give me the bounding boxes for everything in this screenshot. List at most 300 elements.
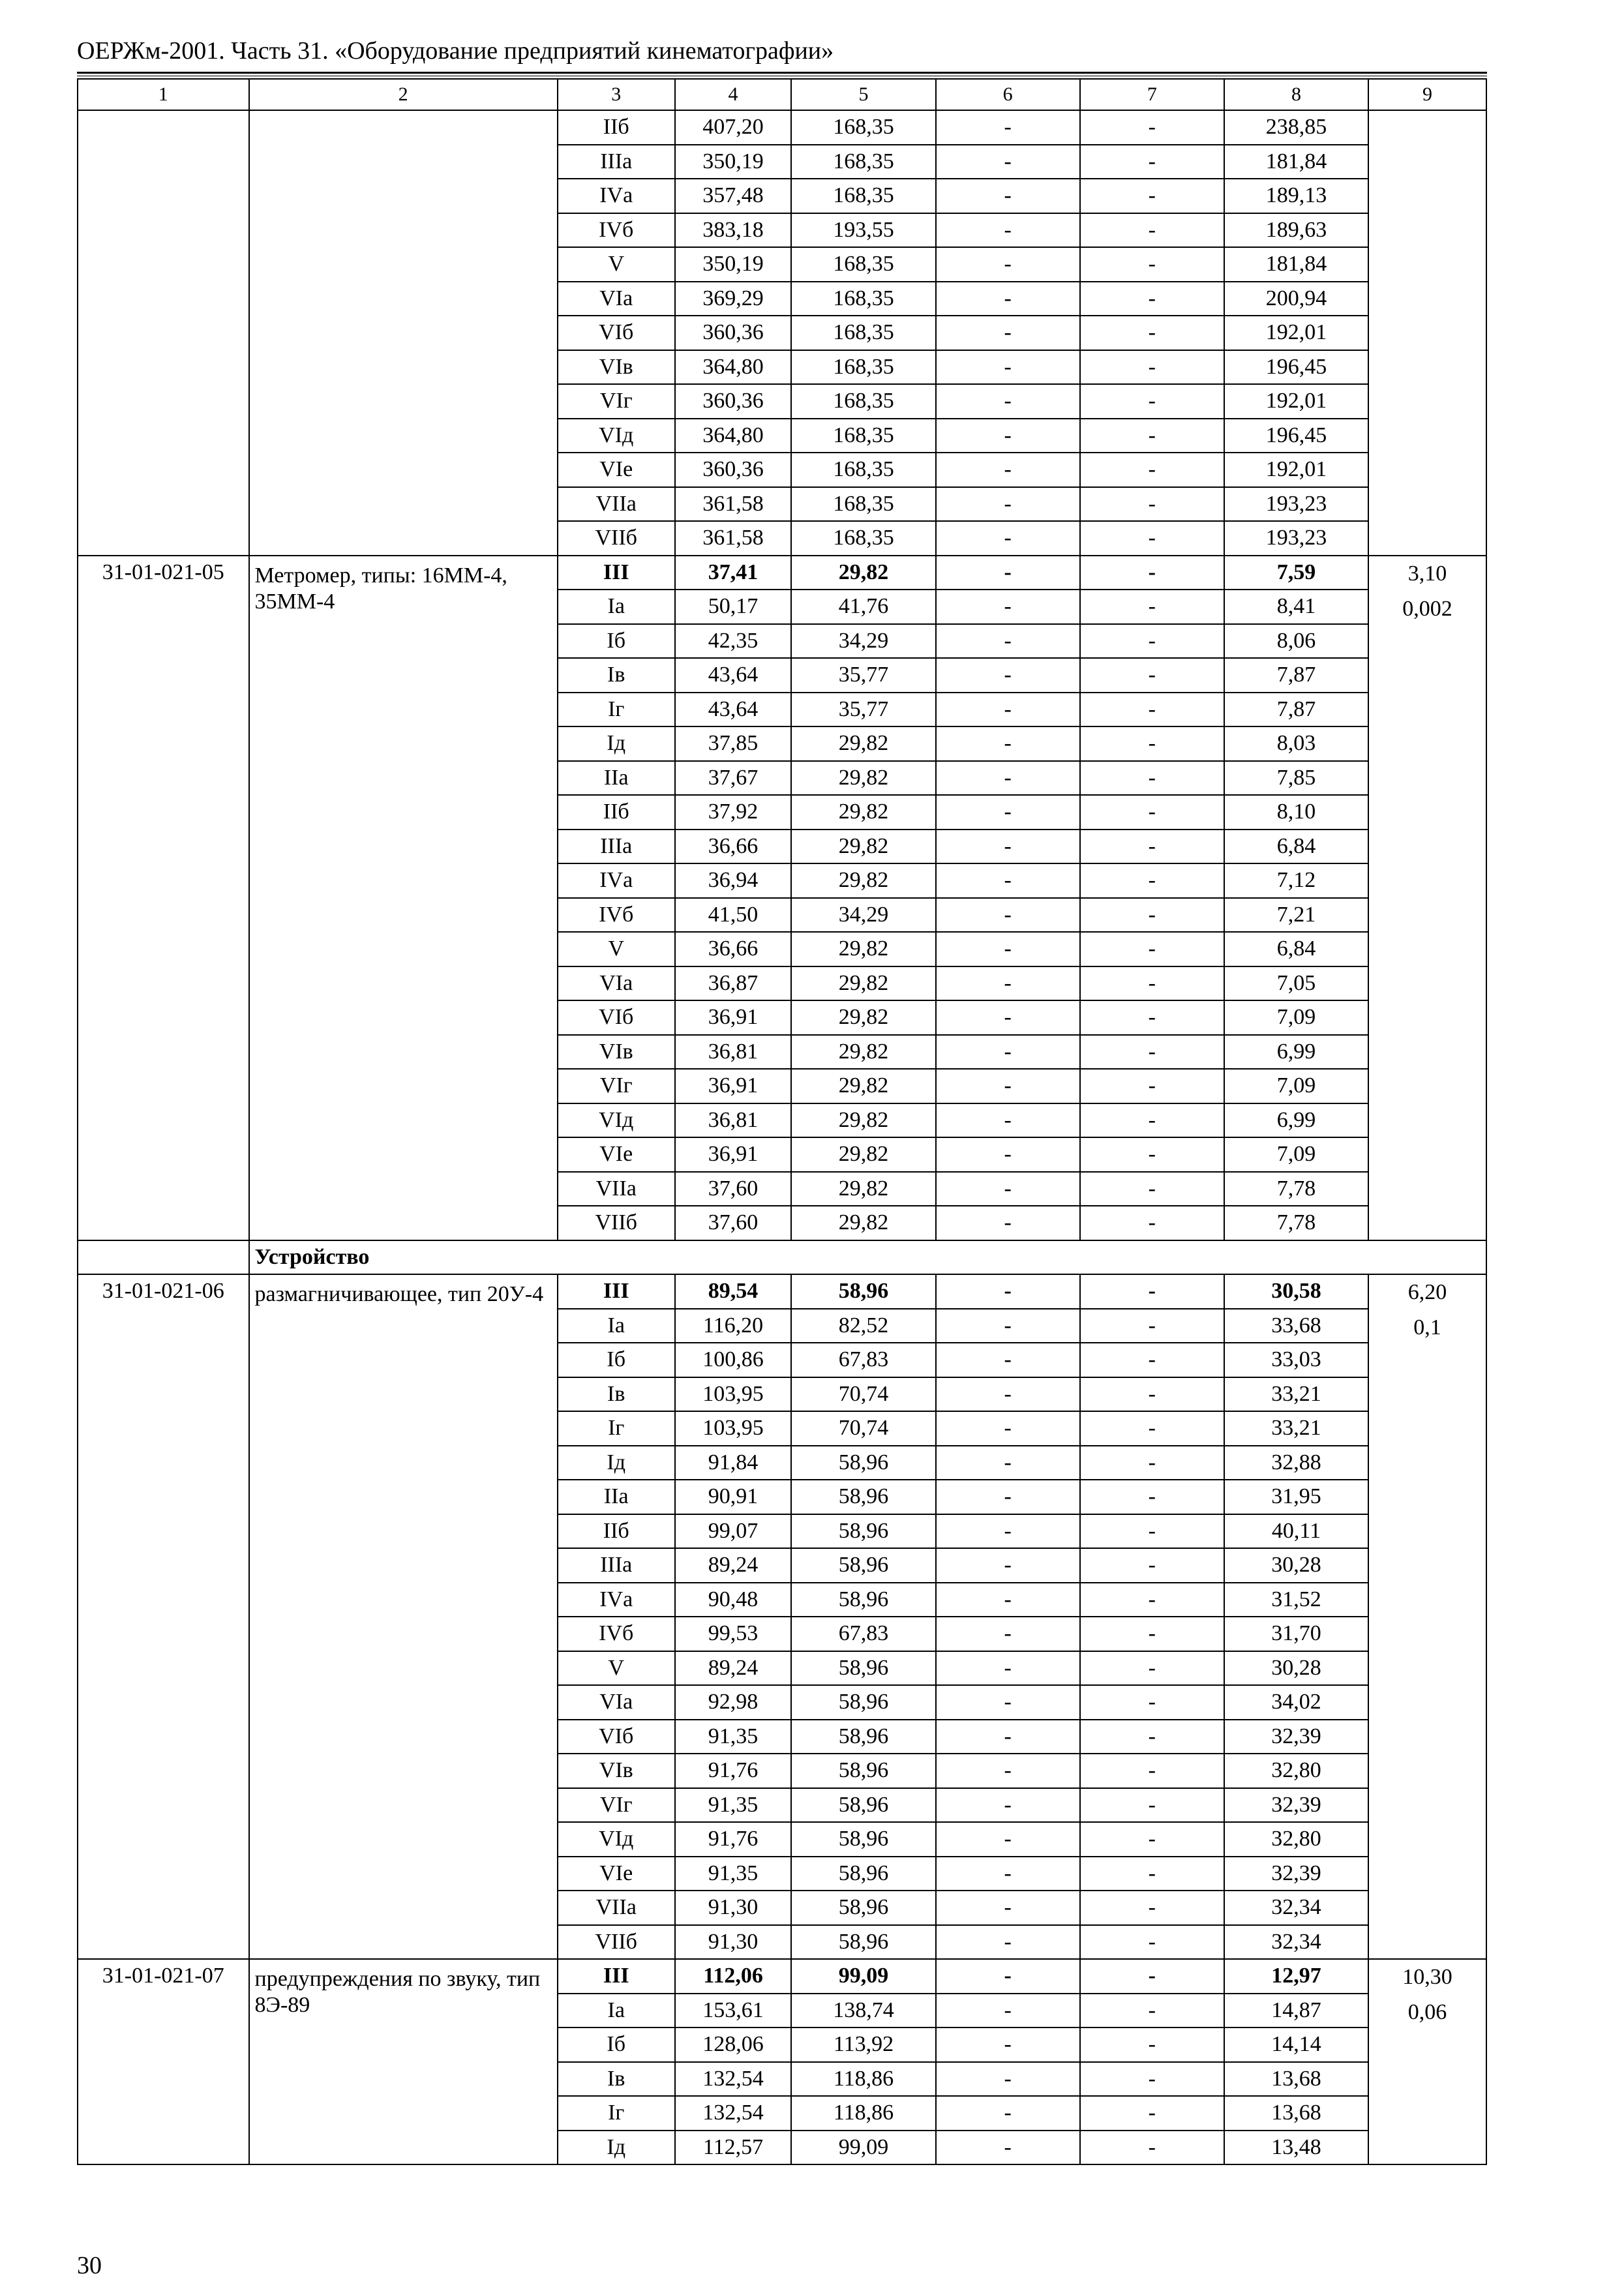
- value-cell: 168,35: [791, 316, 935, 350]
- value-cell: -: [1080, 2131, 1224, 2165]
- value-cell: 7,09: [1224, 1137, 1368, 1172]
- value-cell: -: [1080, 795, 1224, 830]
- value-cell: 361,58: [675, 521, 792, 556]
- value-cell: 32,39: [1224, 1720, 1368, 1754]
- value-cell: 35,77: [791, 658, 935, 693]
- value-cell: -: [1080, 453, 1224, 487]
- value-cell: 33,21: [1224, 1411, 1368, 1446]
- value-cell: -: [936, 1103, 1080, 1138]
- value-cell: 36,91: [675, 1069, 792, 1103]
- value-cell: -: [936, 1480, 1080, 1514]
- value-cell: 29,82: [791, 863, 935, 898]
- value-cell: -: [1080, 1172, 1224, 1206]
- value-cell: 103,95: [675, 1377, 792, 1412]
- value-cell: 67,83: [791, 1617, 935, 1651]
- value-cell: -: [936, 795, 1080, 830]
- value-cell: -: [1080, 761, 1224, 796]
- value-cell: -: [1080, 419, 1224, 453]
- value-cell: -: [1080, 1514, 1224, 1549]
- value-cell: 13,48: [1224, 2131, 1368, 2165]
- value-cell: 118,86: [791, 2096, 935, 2131]
- value-cell: Iб: [558, 2027, 675, 2062]
- value-cell: Iд: [558, 726, 675, 761]
- col9-value: 3,10: [1407, 561, 1447, 586]
- value-cell: -: [1080, 2027, 1224, 2062]
- value-cell: 99,07: [675, 1514, 792, 1549]
- value-cell: IIб: [558, 795, 675, 830]
- value-cell: 29,82: [791, 1103, 935, 1138]
- value-cell: -: [1080, 932, 1224, 966]
- value-cell: -: [1080, 1617, 1224, 1651]
- value-cell: 8,10: [1224, 795, 1368, 830]
- value-cell: 37,85: [675, 726, 792, 761]
- value-cell: 8,06: [1224, 624, 1368, 659]
- value-cell: -: [1080, 1309, 1224, 1343]
- value-cell: -: [936, 693, 1080, 727]
- value-cell: 360,36: [675, 384, 792, 419]
- value-cell: -: [1080, 384, 1224, 419]
- value-cell: -: [936, 350, 1080, 385]
- value-cell: -: [936, 2096, 1080, 2131]
- value-cell: Iв: [558, 1377, 675, 1412]
- value-cell: 6,99: [1224, 1103, 1368, 1138]
- value-cell: Iг: [558, 693, 675, 727]
- value-cell: 36,81: [675, 1103, 792, 1138]
- value-cell: VIд: [558, 1103, 675, 1138]
- value-cell: VIа: [558, 1685, 675, 1720]
- value-cell: VIг: [558, 1788, 675, 1823]
- value-cell: 36,66: [675, 932, 792, 966]
- value-cell: 383,18: [675, 213, 792, 248]
- value-cell: -: [936, 1925, 1080, 1960]
- value-cell: 14,14: [1224, 2027, 1368, 2062]
- value-cell: 32,34: [1224, 1891, 1368, 1925]
- value-cell: VIв: [558, 1035, 675, 1070]
- value-cell: 41,50: [675, 898, 792, 933]
- value-cell: -: [1080, 350, 1224, 385]
- value-cell: 112,06: [675, 1959, 792, 1994]
- value-cell: 364,80: [675, 350, 792, 385]
- value-cell: 6,99: [1224, 1035, 1368, 1070]
- value-cell: 58,96: [791, 1925, 935, 1960]
- value-cell: 32,80: [1224, 1754, 1368, 1788]
- value-cell: -: [936, 1822, 1080, 1857]
- value-cell: V: [558, 1651, 675, 1686]
- value-cell: 361,58: [675, 487, 792, 522]
- value-cell: IVб: [558, 1617, 675, 1651]
- value-cell: 29,82: [791, 830, 935, 864]
- value-cell: 31,70: [1224, 1617, 1368, 1651]
- value-cell: VIа: [558, 282, 675, 316]
- value-cell: 32,88: [1224, 1446, 1368, 1480]
- value-cell: 357,48: [675, 179, 792, 213]
- value-cell: 168,35: [791, 384, 935, 419]
- value-cell: 168,35: [791, 145, 935, 179]
- value-cell: -: [1080, 1891, 1224, 1925]
- value-cell: -: [1080, 1103, 1224, 1138]
- value-cell: -: [936, 1274, 1080, 1309]
- value-cell: VIIб: [558, 521, 675, 556]
- value-cell: 168,35: [791, 350, 935, 385]
- value-cell: 58,96: [791, 1788, 935, 1823]
- value-cell: -: [1080, 1720, 1224, 1754]
- value-cell: -: [936, 1720, 1080, 1754]
- value-cell: 189,63: [1224, 213, 1368, 248]
- value-cell: 7,05: [1224, 966, 1368, 1001]
- value-cell: 7,78: [1224, 1172, 1368, 1206]
- value-cell: -: [936, 1446, 1080, 1480]
- value-cell: 31,52: [1224, 1583, 1368, 1617]
- section-title: Устройство: [249, 1240, 1487, 1275]
- value-cell: 91,84: [675, 1446, 792, 1480]
- value-cell: 91,35: [675, 1788, 792, 1823]
- value-cell: -: [1080, 487, 1224, 522]
- value-cell: -: [1080, 316, 1224, 350]
- value-cell: 89,24: [675, 1651, 792, 1686]
- value-cell: 350,19: [675, 247, 792, 282]
- value-cell: -: [1080, 1548, 1224, 1583]
- value-cell: 116,20: [675, 1309, 792, 1343]
- value-cell: 103,95: [675, 1411, 792, 1446]
- value-cell: -: [936, 726, 1080, 761]
- value-cell: Iд: [558, 2131, 675, 2165]
- value-cell: 407,20: [675, 110, 792, 145]
- value-cell: 42,35: [675, 624, 792, 659]
- value-cell: 181,84: [1224, 247, 1368, 282]
- value-cell: 369,29: [675, 282, 792, 316]
- value-cell: 196,45: [1224, 419, 1368, 453]
- value-cell: -: [936, 521, 1080, 556]
- value-cell: Iа: [558, 1309, 675, 1343]
- value-cell: III: [558, 556, 675, 590]
- value-cell: 91,76: [675, 1754, 792, 1788]
- value-cell: -: [1080, 658, 1224, 693]
- value-cell: 132,54: [675, 2096, 792, 2131]
- value-cell: 168,35: [791, 179, 935, 213]
- value-cell: -: [936, 1137, 1080, 1172]
- value-cell: 40,11: [1224, 1514, 1368, 1549]
- value-cell: 37,60: [675, 1206, 792, 1240]
- value-cell: 58,96: [791, 1480, 935, 1514]
- value-cell: 112,57: [675, 2131, 792, 2165]
- value-cell: -: [1080, 1000, 1224, 1035]
- value-cell: 58,96: [791, 1514, 935, 1549]
- value-cell: -: [936, 1685, 1080, 1720]
- value-cell: IIа: [558, 1480, 675, 1514]
- value-cell: -: [936, 761, 1080, 796]
- value-cell: -: [936, 1617, 1080, 1651]
- value-cell: -: [936, 419, 1080, 453]
- value-cell: 128,06: [675, 2027, 792, 2062]
- value-cell: -: [1080, 1994, 1224, 2028]
- value-cell: 29,82: [791, 1172, 935, 1206]
- value-cell: 92,98: [675, 1685, 792, 1720]
- value-cell: -: [936, 213, 1080, 248]
- value-cell: Iа: [558, 1994, 675, 2028]
- page-header: ОЕРЖм-2001. Часть 31. «Оборудование предприятий кинематографии»: [77, 37, 834, 65]
- value-cell: 36,87: [675, 966, 792, 1001]
- value-cell: 35,77: [791, 693, 935, 727]
- value-cell: -: [1080, 1754, 1224, 1788]
- value-cell: 29,82: [791, 1206, 935, 1240]
- value-cell: 168,35: [791, 247, 935, 282]
- value-cell: 6,84: [1224, 932, 1368, 966]
- value-cell: -: [1080, 179, 1224, 213]
- name-cell: [249, 110, 558, 556]
- col9-cell: [1368, 110, 1486, 556]
- value-cell: 91,76: [675, 1822, 792, 1857]
- col9-value: 0,06: [1407, 2000, 1447, 2024]
- value-cell: Iв: [558, 658, 675, 693]
- col9-cell: [1368, 1274, 1486, 1959]
- value-cell: -: [1080, 726, 1224, 761]
- value-cell: 36,91: [675, 1137, 792, 1172]
- value-cell: -: [936, 1000, 1080, 1035]
- column-number: 8: [1224, 79, 1368, 110]
- value-cell: VIг: [558, 384, 675, 419]
- value-cell: 132,54: [675, 2062, 792, 2097]
- value-cell: 33,68: [1224, 1309, 1368, 1343]
- value-cell: 34,29: [791, 898, 935, 933]
- value-cell: 99,09: [791, 1959, 935, 1994]
- value-cell: 37,92: [675, 795, 792, 830]
- value-cell: V: [558, 247, 675, 282]
- value-cell: Iб: [558, 1343, 675, 1377]
- value-cell: -: [936, 1959, 1080, 1994]
- table-row: [78, 1274, 1486, 1309]
- section-row: [78, 1240, 1486, 1275]
- value-cell: -: [936, 1891, 1080, 1925]
- value-cell: 90,91: [675, 1480, 792, 1514]
- value-cell: VIе: [558, 1137, 675, 1172]
- value-cell: 32,34: [1224, 1925, 1368, 1960]
- col9-value: 0,1: [1413, 1315, 1441, 1339]
- value-cell: 58,96: [791, 1583, 935, 1617]
- value-cell: 34,02: [1224, 1685, 1368, 1720]
- value-cell: 7,85: [1224, 761, 1368, 796]
- value-cell: -: [936, 247, 1080, 282]
- column-number: 4: [675, 79, 792, 110]
- value-cell: IIIа: [558, 830, 675, 864]
- value-cell: -: [936, 1788, 1080, 1823]
- value-cell: -: [1080, 1035, 1224, 1070]
- value-cell: IIб: [558, 1514, 675, 1549]
- value-cell: 37,41: [675, 556, 792, 590]
- value-cell: 350,19: [675, 145, 792, 179]
- value-cell: -: [1080, 1377, 1224, 1412]
- value-cell: -: [936, 453, 1080, 487]
- code-cell: 31-01-021-05: [78, 556, 249, 1240]
- value-cell: 168,35: [791, 282, 935, 316]
- table-row: [78, 110, 1486, 145]
- value-cell: 364,80: [675, 419, 792, 453]
- value-cell: -: [1080, 1069, 1224, 1103]
- value-cell: 29,82: [791, 1137, 935, 1172]
- value-cell: 29,82: [791, 726, 935, 761]
- column-number: 9: [1368, 79, 1486, 110]
- column-number: 5: [791, 79, 935, 110]
- value-cell: 50,17: [675, 590, 792, 624]
- value-cell: 91,35: [675, 1857, 792, 1891]
- value-cell: IIб: [558, 110, 675, 145]
- value-cell: 89,24: [675, 1548, 792, 1583]
- value-cell: 100,86: [675, 1343, 792, 1377]
- name-cell: Метромер, типы: 16ММ-4, 35ММ-4: [249, 556, 558, 1240]
- value-cell: -: [1080, 556, 1224, 590]
- value-cell: -: [936, 2062, 1080, 2097]
- value-cell: -: [1080, 1137, 1224, 1172]
- value-cell: VIг: [558, 1069, 675, 1103]
- value-cell: 29,82: [791, 556, 935, 590]
- value-cell: VIв: [558, 350, 675, 385]
- value-cell: -: [936, 1069, 1080, 1103]
- value-cell: 91,30: [675, 1891, 792, 1925]
- value-cell: Iа: [558, 590, 675, 624]
- value-cell: 138,74: [791, 1994, 935, 2028]
- value-cell: -: [936, 487, 1080, 522]
- value-cell: -: [936, 1411, 1080, 1446]
- value-cell: 6,84: [1224, 830, 1368, 864]
- value-cell: Iг: [558, 1411, 675, 1446]
- value-cell: 70,74: [791, 1411, 935, 1446]
- value-cell: -: [936, 1514, 1080, 1549]
- value-cell: VIб: [558, 1720, 675, 1754]
- value-cell: 29,82: [791, 932, 935, 966]
- value-cell: IVа: [558, 863, 675, 898]
- value-cell: 192,01: [1224, 384, 1368, 419]
- value-cell: -: [936, 2131, 1080, 2165]
- value-cell: 200,94: [1224, 282, 1368, 316]
- value-cell: IIа: [558, 761, 675, 796]
- value-cell: 12,97: [1224, 1959, 1368, 1994]
- value-cell: -: [1080, 1788, 1224, 1823]
- value-cell: -: [1080, 1685, 1224, 1720]
- column-number: 3: [558, 79, 675, 110]
- value-cell: 360,36: [675, 453, 792, 487]
- value-cell: VIIа: [558, 1891, 675, 1925]
- value-cell: 36,94: [675, 863, 792, 898]
- value-cell: -: [1080, 1822, 1224, 1857]
- value-cell: 30,28: [1224, 1651, 1368, 1686]
- value-cell: 32,39: [1224, 1788, 1368, 1823]
- value-cell: -: [1080, 1343, 1224, 1377]
- value-cell: 36,81: [675, 1035, 792, 1070]
- value-cell: 360,36: [675, 316, 792, 350]
- value-cell: 37,60: [675, 1172, 792, 1206]
- value-cell: 29,82: [791, 1069, 935, 1103]
- value-cell: 192,01: [1224, 453, 1368, 487]
- value-cell: 168,35: [791, 487, 935, 522]
- value-cell: 58,96: [791, 1857, 935, 1891]
- value-cell: -: [1080, 1274, 1224, 1309]
- value-cell: 14,87: [1224, 1994, 1368, 2028]
- value-cell: -: [1080, 1857, 1224, 1891]
- value-cell: 118,86: [791, 2062, 935, 2097]
- value-cell: 192,01: [1224, 316, 1368, 350]
- value-cell: -: [1080, 863, 1224, 898]
- value-cell: 29,82: [791, 761, 935, 796]
- value-cell: 153,61: [675, 1994, 792, 2028]
- value-cell: -: [936, 1206, 1080, 1240]
- value-cell: 91,30: [675, 1925, 792, 1960]
- value-cell: 34,29: [791, 624, 935, 659]
- value-cell: VIе: [558, 1857, 675, 1891]
- value-cell: 7,09: [1224, 1069, 1368, 1103]
- value-cell: 7,09: [1224, 1000, 1368, 1035]
- value-cell: 43,64: [675, 658, 792, 693]
- value-cell: -: [1080, 1583, 1224, 1617]
- value-cell: 58,96: [791, 1548, 935, 1583]
- value-cell: VIIб: [558, 1206, 675, 1240]
- value-cell: -: [936, 966, 1080, 1001]
- value-cell: 30,58: [1224, 1274, 1368, 1309]
- value-cell: -: [1080, 898, 1224, 933]
- value-cell: -: [936, 384, 1080, 419]
- value-cell: -: [1080, 1925, 1224, 1960]
- value-cell: -: [936, 1583, 1080, 1617]
- value-cell: -: [936, 1857, 1080, 1891]
- value-cell: 168,35: [791, 419, 935, 453]
- value-cell: VIд: [558, 419, 675, 453]
- value-cell: 99,09: [791, 2131, 935, 2165]
- value-cell: -: [936, 863, 1080, 898]
- value-cell: -: [936, 2027, 1080, 2062]
- value-cell: -: [936, 316, 1080, 350]
- value-cell: -: [936, 1377, 1080, 1412]
- value-cell: 8,03: [1224, 726, 1368, 761]
- value-cell: 7,12: [1224, 863, 1368, 898]
- value-cell: VIа: [558, 966, 675, 1001]
- value-cell: -: [1080, 282, 1224, 316]
- value-cell: 70,74: [791, 1377, 935, 1412]
- col9-cell: [1368, 556, 1486, 1240]
- value-cell: 193,23: [1224, 487, 1368, 522]
- value-cell: -: [1080, 966, 1224, 1001]
- value-cell: IVб: [558, 898, 675, 933]
- value-cell: VIIа: [558, 487, 675, 522]
- value-cell: -: [1080, 1651, 1224, 1686]
- value-cell: -: [936, 1651, 1080, 1686]
- value-cell: -: [1080, 1959, 1224, 1994]
- value-cell: 58,96: [791, 1891, 935, 1925]
- value-cell: -: [1080, 693, 1224, 727]
- value-cell: V: [558, 932, 675, 966]
- value-cell: 67,83: [791, 1343, 935, 1377]
- column-number: 6: [936, 79, 1080, 110]
- value-cell: 31,95: [1224, 1480, 1368, 1514]
- value-cell: 58,96: [791, 1720, 935, 1754]
- value-cell: -: [1080, 624, 1224, 659]
- section-empty-cell: [78, 1240, 249, 1275]
- value-cell: -: [1080, 2096, 1224, 2131]
- value-cell: -: [1080, 830, 1224, 864]
- value-cell: 193,55: [791, 213, 935, 248]
- page-number: 30: [77, 2252, 102, 2279]
- value-cell: -: [936, 590, 1080, 624]
- value-cell: 30,28: [1224, 1548, 1368, 1583]
- value-cell: 7,21: [1224, 898, 1368, 933]
- value-cell: 196,45: [1224, 350, 1368, 385]
- value-cell: 58,96: [791, 1651, 935, 1686]
- value-cell: -: [936, 556, 1080, 590]
- value-cell: -: [936, 1994, 1080, 2028]
- value-cell: VIб: [558, 316, 675, 350]
- value-cell: 29,82: [791, 795, 935, 830]
- value-cell: 32,39: [1224, 1857, 1368, 1891]
- norms-table: [77, 78, 1487, 2165]
- value-cell: -: [1080, 1411, 1224, 1446]
- column-number: 1: [78, 79, 249, 110]
